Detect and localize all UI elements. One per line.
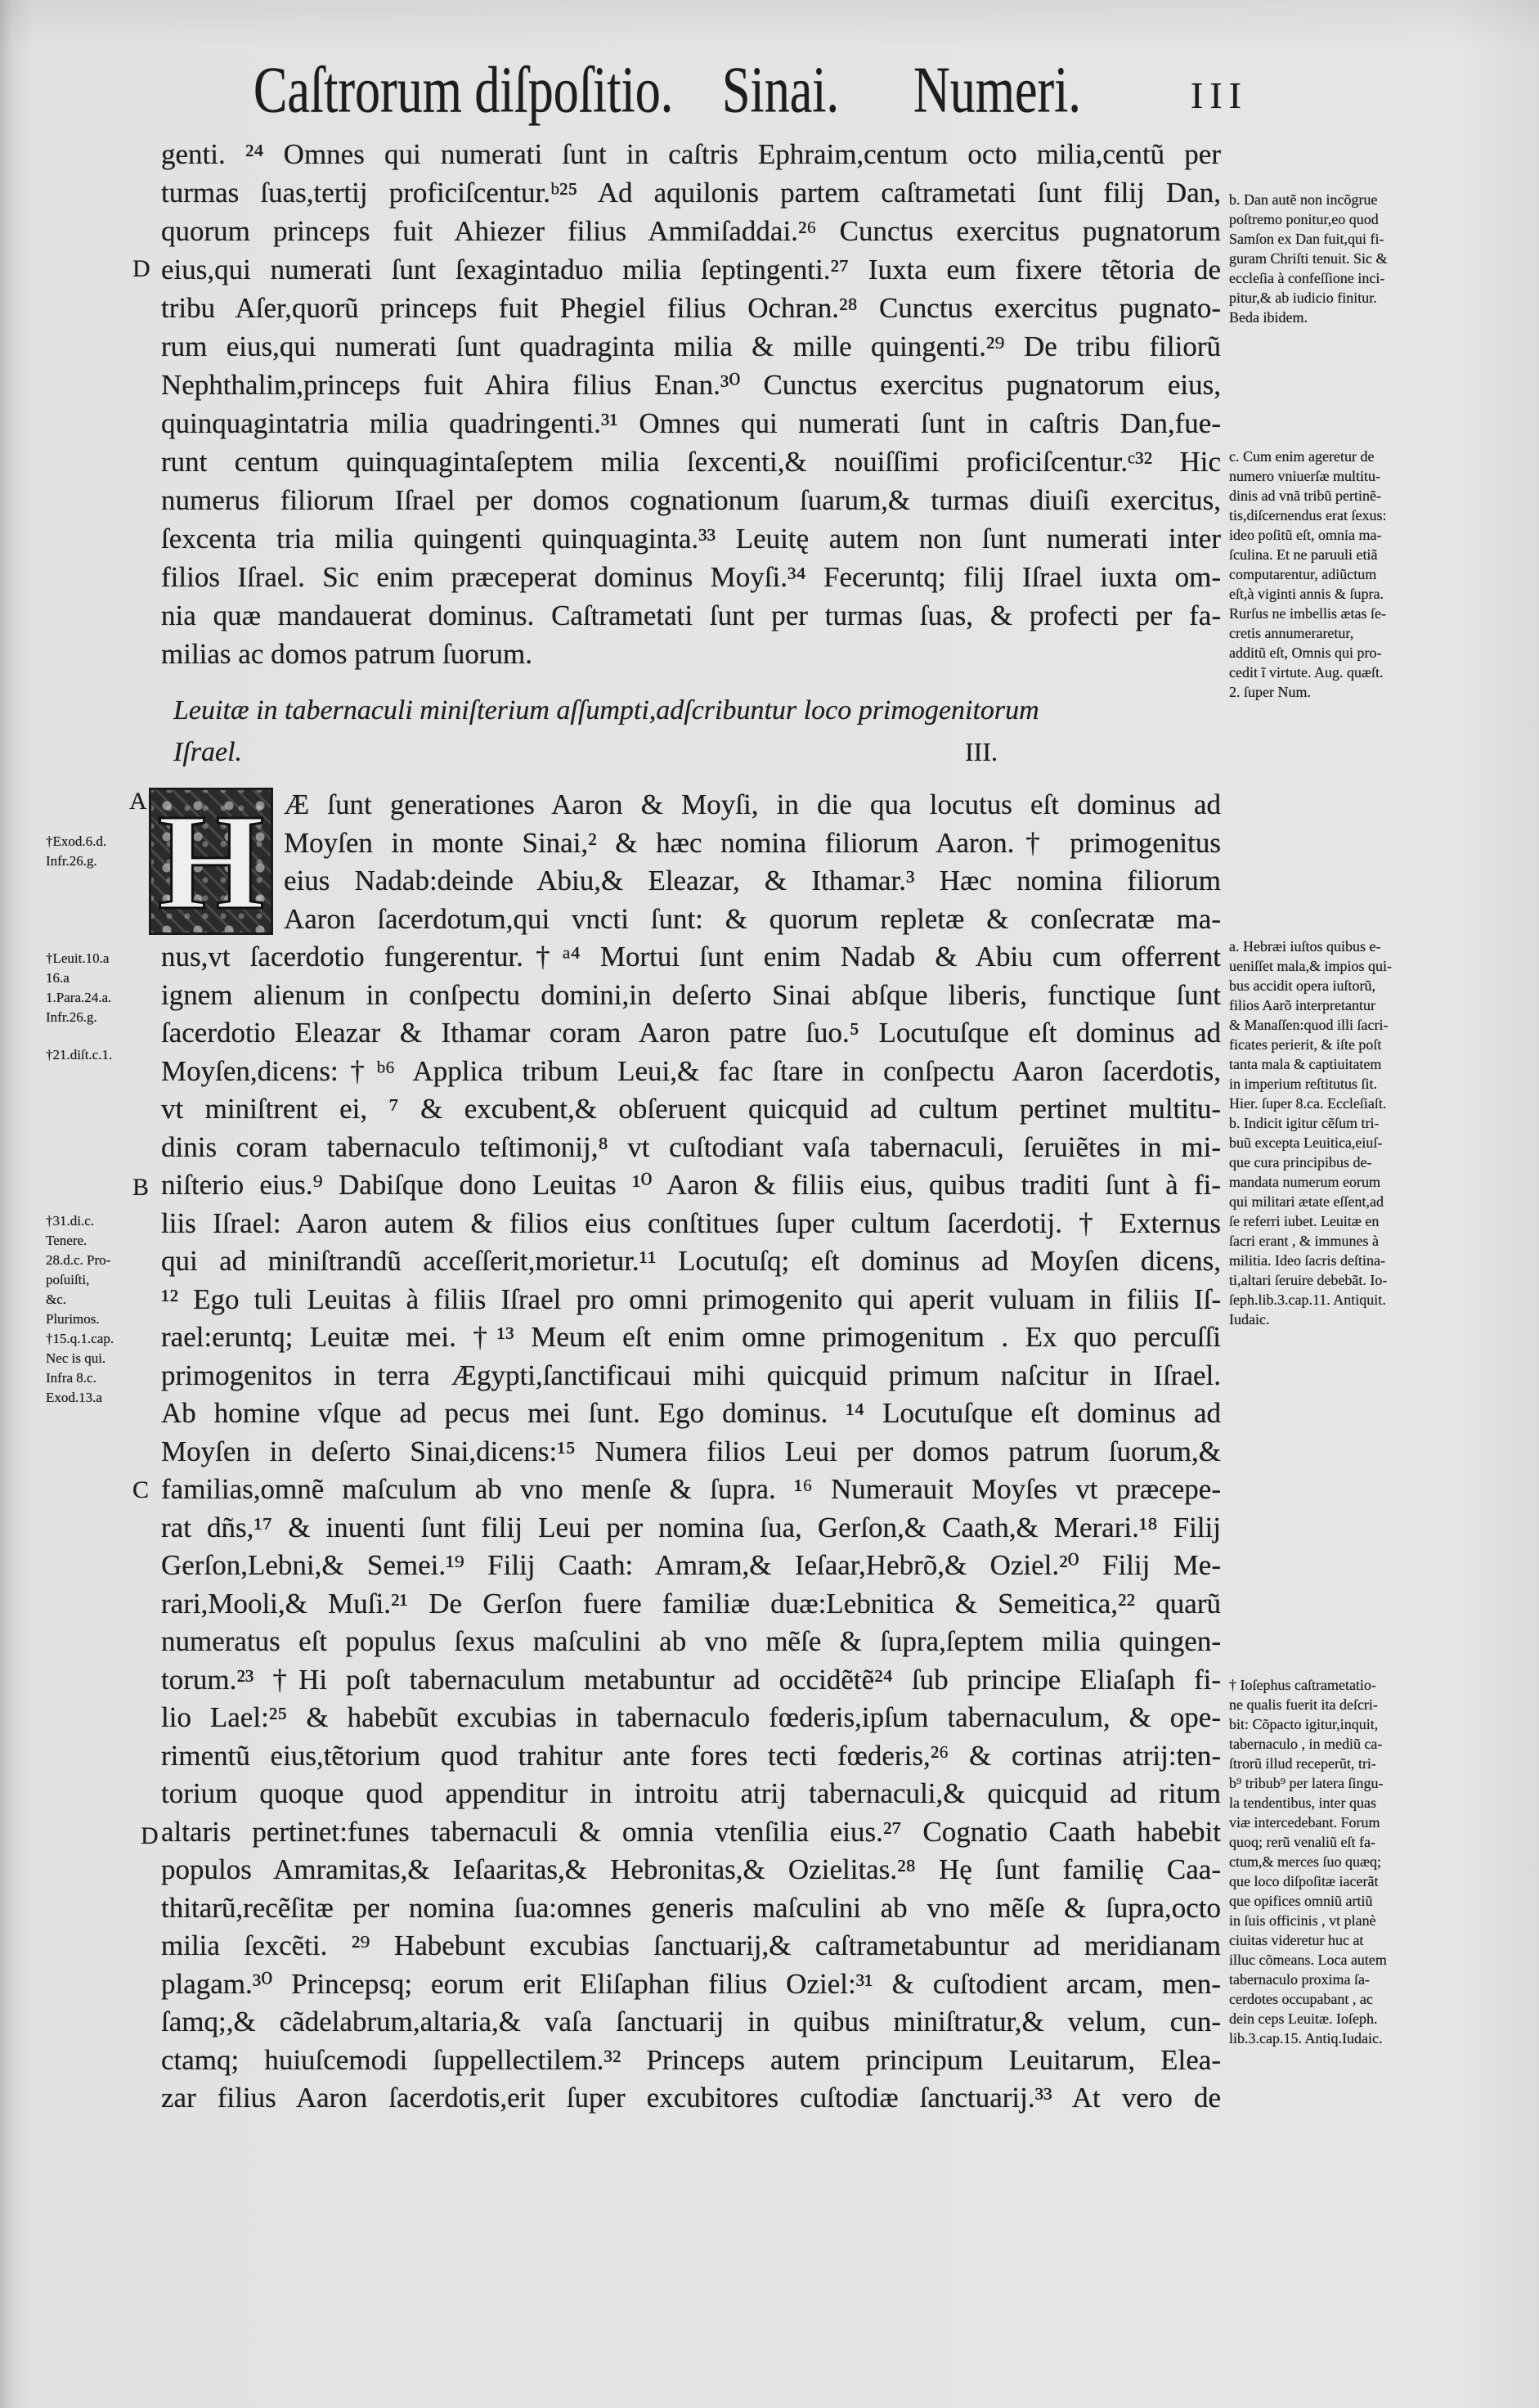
text-line: Ab homine vſque ad pecus mei ſunt. Ego dominus. ¹⁴ Locutuſque eſt dominus ad xyxy=(161,1397,1221,1429)
cross-reference-line: Tenere. xyxy=(46,1233,87,1248)
text-line: ignem alienum in conſpectu domini,in deſerto Sinai abſque liberis, functique ſunt xyxy=(161,978,1221,1011)
margin-note-line: mandata numerum eorum xyxy=(1229,1174,1380,1190)
margin-note-line: guram Chriſti tenuit. Sic & xyxy=(1229,250,1388,267)
margin-note-line: b. Dan autẽ non incõgrue xyxy=(1229,191,1378,208)
text-line: altaris pertinet:funes tabernaculi & omnia vtenſilia eius.²⁷ Cognatio Caath habebit xyxy=(161,1815,1221,1848)
text-line: plagam.³⁰ Princepsq; eorum erit Eliſaphan filius Oziel:³¹ & cuſtodient arcam, men- xyxy=(161,1967,1221,2000)
margin-note-line: bit: Cõpacto igitur,inquit, xyxy=(1229,1716,1379,1732)
chapter-number: III. xyxy=(965,737,998,766)
text-line: ctamq; huiuſcemodi ſuppellectilem.³² Princeps autem principum Leuitarum, Elea- xyxy=(161,2043,1221,2076)
margin-note-line: quoq; rerũ venaliũ eſt fa- xyxy=(1229,1834,1375,1850)
text-line: filios Iſrael. Sic enim præceperat dominus Moyſi.³⁴ Feceruntq; filij Iſrael iuxta om- xyxy=(161,561,1221,593)
text-line: nia quæ mandauerat dominus. Caſtrametati ſunt per turmas ſuas, & profecti per fa- xyxy=(161,600,1221,631)
margin-note-line: a. Hebræi iuſtos quibus e- xyxy=(1229,938,1381,955)
cross-reference-line: &c. xyxy=(46,1292,67,1307)
text-line: genti. ²⁴ Omnes qui numerati ſunt in caſtris Ephraim,centum octo milia,centũ per xyxy=(161,138,1221,170)
margin-note-line: lib.3.cap.15. Antiq.Iudaic. xyxy=(1229,2030,1383,2046)
main-text-column-top xyxy=(161,135,1221,673)
text-line: lio Lael:²⁵ & habebũt excubias in tabernaculo fœderis,ipſum tabernaculum, & ope- xyxy=(161,1701,1221,1733)
text-line: dinis coram tabernaculo teſtimonij,⁸ vt cuſtodiant vaſa tabernaculi, ſeruiẽtes in mi- xyxy=(161,1130,1221,1163)
running-place: Sinai. xyxy=(722,54,839,127)
text-line: familias,omnẽ maſculum ab vno menſe & ſupra. ¹⁶ Numerauit Moyſes vt præcepe- xyxy=(161,1473,1221,1505)
text-line: Nephthalim,princeps fuit Ahira filius Enan.³⁰ Cunctus exercitus pugnatorum eius, xyxy=(161,369,1221,401)
margin-note-line: dinis ad vnã tribũ pertinẽ- xyxy=(1229,487,1381,504)
text-line: vt miniſtrent ei, ⁷ & excubent,& obſeruent quicquid ad cultum pertinet multitu- xyxy=(161,1093,1221,1125)
margin-note-line: ſacri erant , & immunes à xyxy=(1229,1233,1379,1249)
text-line: eius Nadab:deinde Abiu,& Eleazar, & Ithamar.³ Hæc nomina filiorum xyxy=(284,865,1221,896)
text-line: ſacerdotio Eleazar & Ithamar coram Aaron patre ſuo.⁵ Locutuſque eſt dominus ad xyxy=(161,1017,1221,1049)
section-letter: D xyxy=(132,255,150,282)
margin-note-line: Hier. ſuper 8.ca. Eccleſiaſt. xyxy=(1229,1095,1387,1112)
margin-note-line: ſtrorũ illud receperũt, tri- xyxy=(1229,1755,1376,1772)
text-line: populos Amramitas,& Ieſaaritas,& Hebronitas,& Ozielitas.²⁸ Hę ſunt familię Caa- xyxy=(161,1853,1221,1885)
margin-note-line: qui militari ætate eſſent,ad xyxy=(1229,1193,1384,1210)
margin-note-line: ſculina. Et ne paruuli etiã xyxy=(1229,546,1378,563)
cross-reference-line: Nec is qui. xyxy=(46,1350,106,1366)
margin-note-line: viæ intercedebant. Forum xyxy=(1229,1814,1380,1831)
cross-reference-note xyxy=(46,949,128,1027)
text-line: quorum princeps fuit Ahiezer filius Ammiſaddai.²⁶ Cunctus exercitus pugnatorum xyxy=(161,215,1221,247)
margin-note-line: pitur,& ab iudicio finitur. xyxy=(1229,290,1377,306)
margin-note xyxy=(1229,447,1438,702)
margin-note-line: poſtremo ponitur,eo quod xyxy=(1229,211,1379,227)
chapter-heading-line: Leuitæ in tabernaculi miniſterium aſſumpti,adſcribuntur loco primogenitorum xyxy=(173,695,1039,726)
margin-note-line: ti,altari ſeruire debebãt. Io- xyxy=(1229,1272,1388,1288)
text-line: ſexcenta tria milia quingenti quinquaginta.³³ Leuitę autem non ſunt numerati inter xyxy=(161,523,1221,555)
cross-reference-line: †15.q.1.cap. xyxy=(46,1331,114,1346)
margin-note-line: eccleſia à confeſſione inci- xyxy=(1229,270,1385,286)
cross-reference-line: Infr.26.g. xyxy=(46,1009,97,1025)
drop-cap-letter: H xyxy=(157,788,265,935)
margin-note-line: la tendentibus, inter quas xyxy=(1229,1795,1376,1811)
text-line: zar filius Aaron ſacerdotis,erit ſuper excubitores cuſtodiæ ſanctuarij.³³ At vero de xyxy=(161,2082,1221,2114)
text-line: liis Iſrael: Aaron autem & filios eius conſtitues ſuper cultum ſacerdotij. † Externus xyxy=(161,1206,1221,1239)
margin-note-line: buũ excepta Leuitica,eiuſ- xyxy=(1229,1134,1383,1151)
margin-note-line: computarentur, adiũctum xyxy=(1229,566,1377,582)
text-line: eius,qui numerati ſunt ſexagintaduo milia ſeptingenti.²⁷ Iuxta eum fixere tẽtoria de xyxy=(161,254,1221,285)
margin-note-line: Beda ibidem. xyxy=(1229,309,1308,326)
cross-reference-line: poſuiſti, xyxy=(46,1272,90,1287)
margin-note-line: ſe referri iubet. Leuitæ en xyxy=(1229,1213,1380,1229)
text-line: qui ad miniſtrandũ acceſſerit,morietur.¹¹ Locutuſq; eſt dominus ad Moyſen dicens, xyxy=(161,1245,1221,1277)
margin-note-line: ctum,& merces ſuo quæq; xyxy=(1229,1853,1381,1870)
margin-note-line: in ſuis officinis , vt planè xyxy=(1229,1912,1376,1929)
margin-note-line: & Manaſſen:quod illi ſacri- xyxy=(1229,1017,1389,1033)
margin-note-line: bus accidit opera iuſtorũ, xyxy=(1229,977,1375,994)
margin-note-line: ne qualis fuerit ita deſcri- xyxy=(1229,1696,1378,1713)
margin-note-line: illuc cõmeans. Loca autem xyxy=(1229,1952,1387,1968)
cross-reference-line: 28.d.c. Pro- xyxy=(46,1252,111,1268)
chapter-heading-line: Iſrael. xyxy=(173,737,243,767)
margin-note-line: additũ eſt, Omnis qui pro- xyxy=(1229,645,1382,661)
margin-note xyxy=(1229,1675,1438,2048)
margin-note-line: c. Cum enim ageretur de xyxy=(1229,448,1375,465)
margin-note-line: ciuitas videretur huc at xyxy=(1229,1932,1364,1948)
text-line: ¹² Ego tuli Leuitas à filiis Iſrael pro omni primogenito qui aperit vuluam in filiis Iſ- xyxy=(161,1283,1221,1315)
chapter-heading xyxy=(173,690,1073,773)
text-line: numeratus eſt populus ſexus maſculini ab vno mẽſe & ſupra,ſeptem milia quingen- xyxy=(161,1625,1221,1657)
cross-reference-line: †Exod.6.d. xyxy=(46,833,107,849)
margin-note xyxy=(1229,1113,1438,1329)
text-line: runt centum quinquagintaſeptem milia ſexcenti,& nouiſſimi proficiſcentur.ᶜ³² Hic xyxy=(161,446,1221,478)
text-line: numerus filiorum Iſrael per domos cognationum ſuarum,& turmas diuiſi exercitus, xyxy=(161,484,1221,516)
margin-note-line: filios Aarõ interpretantur xyxy=(1229,997,1375,1013)
margin-note-line: ficates perierit, & iſte poſt xyxy=(1229,1036,1382,1053)
cross-reference-line: 1.Para.24.a. xyxy=(46,990,112,1005)
section-letter: C xyxy=(132,1476,150,1503)
text-line: rat dñs,¹⁷ & inuenti ſunt filij Leui per nomina ſua, Gerſon,& Caath,& Merari.¹⁸ Filij xyxy=(161,1511,1221,1543)
cross-reference-line: Plurimos. xyxy=(46,1311,100,1327)
cross-reference-line: †31.di.c. xyxy=(46,1213,95,1229)
margin-note-line: tanta mala & captiuitatem xyxy=(1229,1056,1382,1072)
margin-note xyxy=(1229,190,1438,327)
text-line: Aaron ſacerdotum,qui vncti ſunt: & quorum repletæ & conſecratæ ma- xyxy=(284,902,1221,935)
running-book-title: Numeri. xyxy=(913,54,1081,127)
text-line: rimentũ eius,tẽtorium quod trahitur ante fores tecti fœderis,²⁶ & cortinas atrij:ten- xyxy=(161,1739,1221,1772)
margin-note-line: cretis annumeraretur, xyxy=(1229,625,1354,641)
main-text-column-chapter xyxy=(161,786,1221,2118)
section-letter: D xyxy=(141,1822,159,1849)
margin-note-line: 2. ſuper Num. xyxy=(1229,684,1311,700)
text-line: torium quoque quod appenditur in introitu atrij tabernaculi,& quicquid ad ritum xyxy=(161,1777,1221,1809)
margin-note-line: dein ceps Leuitæ. Ioſeph. xyxy=(1229,2010,1378,2027)
margin-note-line: militia. Ideo ſacris deſtina- xyxy=(1229,1252,1385,1269)
cross-reference-line: 16.a xyxy=(46,970,70,986)
margin-note-line: cedit ĩ virtute. Aug. quæſt. xyxy=(1229,664,1384,681)
margin-note-line: tabernaculo proxima ſa- xyxy=(1229,1971,1370,1988)
margin-note-line: ideo poſitũ eſt, omnia ma- xyxy=(1229,527,1382,543)
margin-note-line: cerdotes occupabant , ac xyxy=(1229,1991,1373,2007)
text-line: Gerſon,Lebni,& Semei.¹⁹ Filij Caath: Amram,& Ieſaar,Hebrõ,& Oziel.²⁰ Filij Me- xyxy=(161,1549,1221,1581)
cross-reference-line: Exod.13.a xyxy=(46,1390,102,1405)
cross-reference-note xyxy=(46,832,128,871)
margin-note-line: Samſon ex Dan fuit,qui fi- xyxy=(1229,231,1384,247)
chapter-heading-line-2 xyxy=(173,731,1073,773)
text-line: rari,Mooli,& Muſi.²¹ De Gerſon fuere familiæ duæ:Lebnitica & Semeitica,²² quarũ xyxy=(161,1587,1221,1620)
margin-note-line: ſeph.lib.3.cap.11. Antiquit. xyxy=(1229,1292,1386,1308)
folio-number: III xyxy=(1191,74,1248,116)
text-line: primogenitos in terra Ægypti,ſanctificaui mihi quicquid primum naſcitur in Iſrael. xyxy=(161,1359,1221,1391)
text-line: niſterio eius.⁹ Dabiſque dono Leuitas ¹⁰ Aaron & filiis eius, quibus traditi ſunt à fi- xyxy=(161,1169,1221,1201)
text-line: torum.²³ †Hi poſt tabernaculum metabuntur ad occidẽtẽ²⁴ ſub principe Eliaſaph fi- xyxy=(161,1663,1221,1696)
text-line: thitarũ,recẽſitæ per nomina ſua:omnes generis maſculini ab vno mẽſe & ſupra,octo xyxy=(161,1891,1221,1924)
margin-note-line: tis,diſcernendus erat ſexus: xyxy=(1229,507,1387,523)
margin-note-line: b⁹ tribub⁹ per latera ſingu- xyxy=(1229,1775,1384,1791)
margin-note-line: ueniſſet mala,& impios qui- xyxy=(1229,958,1392,974)
text-line: turmas ſuas,tertij proficiſcentur.ᵇ²⁵ Ad aquilonis partem caſtrametati ſunt filij Dan, xyxy=(161,177,1221,209)
cross-reference-line: †21.diſt.c.1. xyxy=(46,1047,113,1062)
cross-reference-note xyxy=(46,1045,128,1065)
margin-note-line: Rurſus ne imbellis ætas ſe- xyxy=(1229,605,1386,622)
cross-reference-line: †Leuit.10.a xyxy=(46,950,110,966)
margin-note-line: † Ioſephus caſtrametatio- xyxy=(1229,1677,1376,1693)
text-line: Æ ſunt generationes Aaron & Moyſi, in die qua locutus eſt dominus ad xyxy=(284,788,1221,820)
text-line: Moyſen in monte Sinai,² & hæc nomina filiorum Aaron.† primogenitus xyxy=(284,826,1221,859)
margin-note-line: que loco diſpoſitæ iacerãt xyxy=(1229,1873,1379,1889)
text-line: milia ſexcẽti. ²⁹ Habebunt excubias ſanctuarij,& caſtrametabuntur ad meridianam xyxy=(161,1930,1221,1961)
text-line: Moyſen in deſerto Sinai,dicens:¹⁵ Numera filios Leui per domos patrum ſuorum,& xyxy=(161,1435,1221,1467)
margin-note-line: b. Indicit igitur cẽſum tri- xyxy=(1229,1115,1380,1131)
cross-reference-line: Infr.26.g. xyxy=(46,853,97,869)
margin-note-line: numero vniuerſæ multitu- xyxy=(1229,468,1380,484)
text-line: quinquagintatria milia quadringenti.³¹ Omnes qui numerati ſunt in caſtris Dan,fue- xyxy=(161,407,1221,439)
margin-note-line: tabernaculo , in mediũ ca- xyxy=(1229,1736,1383,1752)
margin-note-line: Iudaic. xyxy=(1229,1311,1270,1328)
margin-note-line: eſt,à viginti annis & ſupra. xyxy=(1229,586,1384,602)
text-line: nus,vt ſacerdotio fungerentur.†ᵃ⁴ Mortui ſunt enim Nadab & Abiu cum offerrent xyxy=(161,941,1221,973)
cross-reference-note xyxy=(46,1211,128,1408)
text-line: milias ac domos patrum ſuorum. xyxy=(161,638,532,670)
margin-note-line: in imperium reſtitutus ſit. xyxy=(1229,1076,1377,1092)
section-letter: A xyxy=(129,788,147,815)
text-line: tribu Aſer,quorũ princeps fuit Phegiel filius Ochran.²⁸ Cunctus exercitus pugnato- xyxy=(161,292,1221,324)
margin-note xyxy=(1229,937,1438,1113)
text-line: ſamq;,& cãdelabrum,altaria,& vaſa ſanctuarij in quibus miniſtratur,& velum, cun- xyxy=(161,2006,1221,2037)
running-title: Caſtrorum diſpoſitio. xyxy=(254,54,674,127)
text-line: rael:eruntq; Leuitæ mei. †¹³ Meum eſt enim omne primogenitum . Ex quo percuſſi xyxy=(161,1321,1221,1353)
margin-note-line: que cura principibus de- xyxy=(1229,1154,1372,1170)
text-line: rum eius,qui numerati ſunt quadraginta milia & mille quingenti.²⁹ De tribu filiorũ xyxy=(161,330,1221,362)
section-letter: B xyxy=(132,1174,150,1201)
text-line: Moyſen,dicens:†ᵇ⁶ Applica tribum Leui,& fac ſtare in conſpectu Aaron ſacerdotis, xyxy=(161,1054,1221,1087)
cross-reference-line: Infra 8.c. xyxy=(46,1370,96,1386)
margin-note-line: que opifices omniũ artiũ xyxy=(1229,1893,1373,1909)
